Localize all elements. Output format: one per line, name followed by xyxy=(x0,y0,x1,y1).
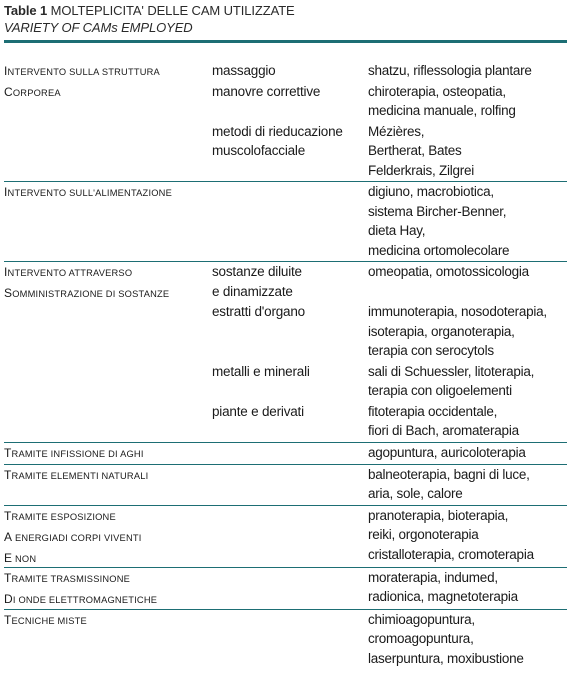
row-therapies xyxy=(368,610,568,669)
document xyxy=(4,3,567,669)
table-row xyxy=(4,262,567,443)
therapy-line: fiori di Bach, aromaterapia xyxy=(368,423,519,438)
category-line: CORPOREA xyxy=(4,85,61,99)
category-line: DI ONDE ELETTROMAGNETICHE xyxy=(4,591,158,606)
category-line: TRAMITE INFISSIONE DI AGHI xyxy=(4,445,144,460)
therapy-line: moraterapia, indumed, xyxy=(368,569,498,585)
subcategory-line: manovre correttive xyxy=(212,83,321,99)
subcategory-line: massaggio xyxy=(212,63,276,78)
header-rule xyxy=(4,40,567,43)
category-line: E NON xyxy=(4,550,37,565)
row-subcategory xyxy=(212,262,362,301)
row-therapies xyxy=(368,302,568,361)
row-subcategory xyxy=(212,402,362,422)
row-subcategory xyxy=(212,82,362,102)
subcategory-line: sostanze diluite xyxy=(212,264,302,279)
therapy-line: Bertherat, Bates xyxy=(368,143,462,158)
therapy-line: sistema Bircher-Benner, xyxy=(368,203,507,219)
row-subcategory xyxy=(212,61,362,81)
therapy-line: reiki, orgonoterapia xyxy=(368,527,479,542)
row-therapies xyxy=(368,506,568,565)
therapy-line: chimioagopuntura, xyxy=(368,611,475,627)
row-therapies xyxy=(368,262,568,282)
row-subcategory xyxy=(212,122,362,161)
category-line: INTERVENTO SULLA STRUTTURA xyxy=(4,64,160,78)
therapy-line: terapia con oligoelementi xyxy=(368,383,512,398)
subcategory-line: muscolofacciale xyxy=(212,143,306,158)
therapy-line: cristalloterapia, cromoterapia xyxy=(368,546,534,562)
table-caption xyxy=(4,3,567,36)
therapy-line: fitoterapia occidentale, xyxy=(368,403,498,419)
row-category xyxy=(4,506,209,569)
category-line: TRAMITE ESPOSIZIONE xyxy=(4,508,116,523)
therapy-line: medicina manuale, rolfing xyxy=(368,103,516,118)
therapy-line: radionica, magnetoterapia xyxy=(368,589,518,604)
table-row xyxy=(4,465,567,506)
table-row xyxy=(4,443,567,465)
therapy-line: omeopatia, omotossicologia xyxy=(368,264,529,279)
row-therapies xyxy=(368,443,568,463)
table-row xyxy=(4,568,567,610)
row-therapies xyxy=(368,402,568,441)
therapy-line: immunoterapia, nosodoterapia, xyxy=(368,304,547,319)
category-line: TRAMITE ELEMENTI NATURALI xyxy=(4,467,149,482)
therapy-line: chiroterapia, osteopatia, xyxy=(368,83,506,99)
category-line: INTERVENTO ATTRAVERSO xyxy=(4,265,133,279)
row-category xyxy=(4,610,209,631)
therapy-line: isoterapia, organoterapia, xyxy=(368,323,515,339)
subcategory-line: metalli e minerali xyxy=(212,363,310,379)
category-line: TECNICHE MISTE xyxy=(4,612,87,627)
therapy-line: balneoterapia, bagni di luce, xyxy=(368,466,530,482)
row-category xyxy=(4,568,209,610)
table-row xyxy=(4,182,567,262)
therapy-line: shatzu, riflessologia plantare xyxy=(368,63,532,78)
row-therapies xyxy=(368,465,568,504)
category-line: A ENERGIADI CORPI VIVENTI xyxy=(4,529,142,544)
table-title-text: MOLTEPLICITA' DELLE CAM UTILIZZATE xyxy=(50,3,295,18)
row-subcategory xyxy=(212,302,362,322)
therapy-line: agopuntura, auricoloterapia xyxy=(368,444,526,460)
therapy-line: Felderkrais, Zilgrei xyxy=(368,162,475,178)
table-row xyxy=(4,610,567,670)
row-category xyxy=(4,262,209,304)
category-line: SOMMINISTRAZIONE DI SOSTANZE xyxy=(4,286,170,300)
row-therapies xyxy=(368,182,568,260)
subcategory-line: estratti d'organo xyxy=(212,304,305,319)
category-line: TRAMITE TRASMISSINONE xyxy=(4,570,131,585)
row-category xyxy=(4,61,209,103)
subcategory-line: piante e derivati xyxy=(212,403,304,419)
row-therapies xyxy=(368,362,568,401)
therapy-line: aria, sole, calore xyxy=(368,486,463,501)
therapy-line: cromoagopuntura, xyxy=(368,631,474,646)
row-therapies xyxy=(368,61,568,81)
subcategory-line: e dinamizzate xyxy=(212,283,293,299)
row-therapies xyxy=(368,122,568,181)
row-subcategory xyxy=(212,362,362,382)
subcategory-line: metodi di rieducazione xyxy=(212,123,343,139)
therapy-line: medicina ortomolecolare xyxy=(368,242,510,258)
therapy-line: pranoterapia, bioterapia, xyxy=(368,507,509,523)
therapy-line: laserpuntura, moxibustione xyxy=(368,650,524,666)
category-line: INTERVENTO SULL'ALIMENTAZIONE xyxy=(4,185,172,199)
therapy-line: digiuno, macrobiotica, xyxy=(368,184,494,199)
table-title xyxy=(4,3,567,19)
therapy-line: terapia con serocytols xyxy=(368,343,494,358)
row-therapies xyxy=(368,82,568,121)
cam-table xyxy=(4,61,567,669)
table-subtitle: VARIETY OF CAMs EMPLOYED xyxy=(4,20,193,35)
table-row xyxy=(4,506,567,568)
row-category xyxy=(4,443,209,464)
table-number: Table 1 xyxy=(4,3,48,18)
row-category xyxy=(4,465,209,486)
row-category xyxy=(4,182,209,203)
row-therapies xyxy=(368,568,568,607)
therapy-line: Mézières, xyxy=(368,123,425,139)
therapy-line: dieta Hay, xyxy=(368,223,426,238)
table-row xyxy=(4,61,567,182)
therapy-line: sali di Schuessler, litoterapia, xyxy=(368,363,535,379)
